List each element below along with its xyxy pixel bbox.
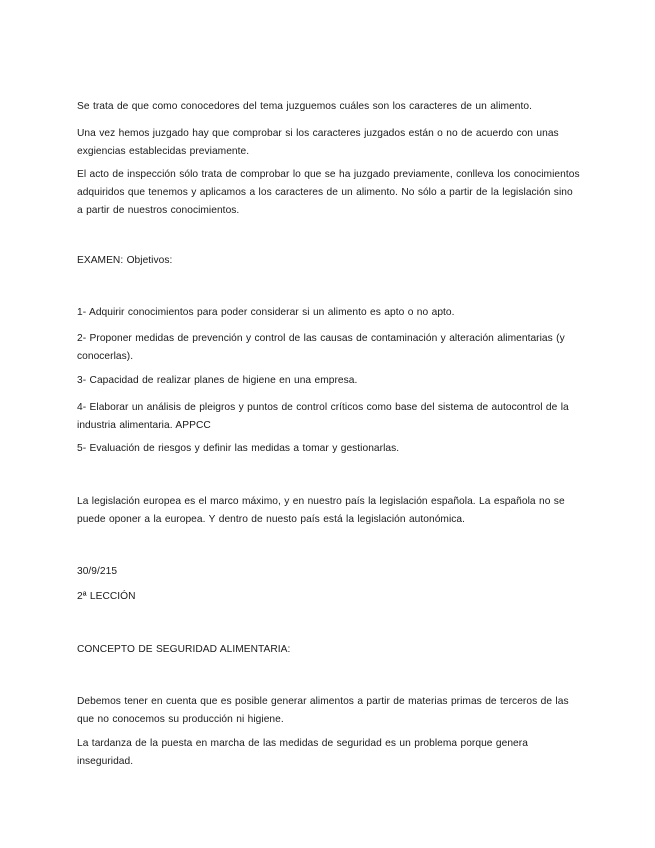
heading-examen-objetivos: EXAMEN: Objetivos: xyxy=(77,255,173,266)
objective-2: 2- Proponer medidas de prevención y control de las causas de contaminación y alteración alimentarias (y conocerlas). xyxy=(77,333,565,362)
paragraph-intro: Se trata de que como conocedores del tema juzguemos cuáles son los caracteres de un alimento. xyxy=(77,101,532,112)
objective-5: 5- Evaluación de riesgos y definir las medidas a tomar y gestionarlas. xyxy=(77,443,400,454)
paragraph-terceros: Debemos tener en cuenta que es posible generar alimentos a partir de materias primas de terceros de las que no conocemos su producción ni higiene. xyxy=(77,696,569,725)
paragraph-legislacion: La legislación europea es el marco máximo, y en nuestro país la legislación española. La española no se puede oponer a la europea. Y dentro de nuesto país está la legislación autonómica. xyxy=(77,496,565,525)
paragraph-comprobar: Una vez hemos juzgado hay que comprobar si los caracteres juzgados están o no de acuerdo con unas exgiencias establecidas previamente. xyxy=(77,128,559,157)
date-line: 30/9/215 xyxy=(77,566,118,577)
paragraph-inspeccion: El acto de inspección sólo trata de comprobar lo que se ha juzgado previamente, conlleva los conocimientos adquiridos que tenemos y aplicamos a los caracteres de un alimento. No sólo a partir de la legislación sino a partir de nuestros conocimientos. xyxy=(77,169,580,216)
lesson-heading: 2ª LECCIÓN xyxy=(77,591,136,602)
heading-seguridad-alimentaria: CONCEPTO DE SEGURIDAD ALIMENTARIA: xyxy=(77,644,291,655)
objective-4: 4- Elaborar un análisis de pleigros y puntos de control críticos como base del sistema de autocontrol de la industria alimentaria. APPCC xyxy=(77,402,569,431)
objective-1: 1- Adquirir conocimientos para poder considerar si un alimento es apto o no apto. xyxy=(77,307,455,318)
objective-3: 3- Capacidad de realizar planes de higiene en una empresa. xyxy=(77,375,358,386)
paragraph-tardanza: La tardanza de la puesta en marcha de las medidas de seguridad es un problema porque genera inseguridad. xyxy=(77,738,528,767)
